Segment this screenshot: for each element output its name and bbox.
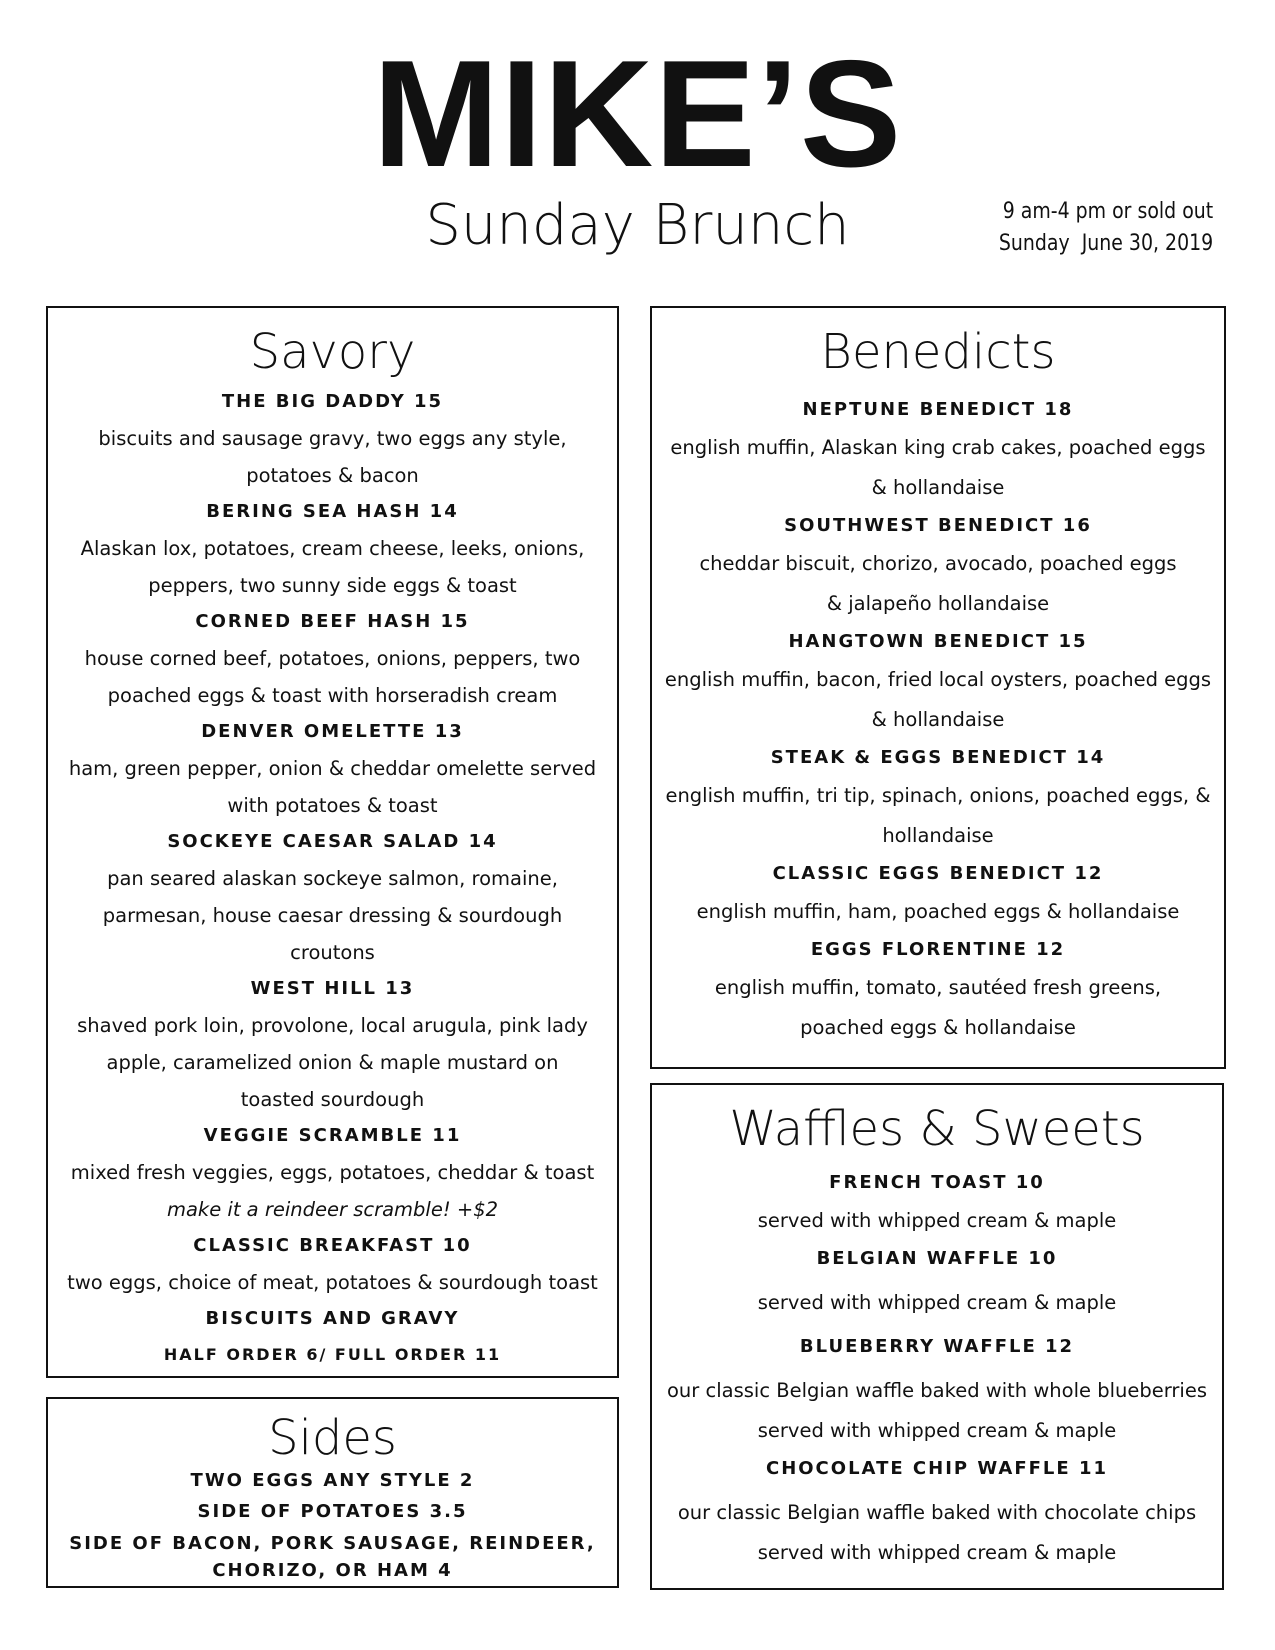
hours-block xyxy=(999,196,1213,260)
side-item: TWO EGGS ANY STYLE 2 xyxy=(190,1470,475,1491)
menu-item-name: BELGIAN WAFFLE 10 xyxy=(816,1248,1058,1269)
menu-item-description: Alaskan lox, potatoes, cream cheese, leeks, onions, peppers, two sunny side eggs & toast xyxy=(80,537,585,597)
menu-item-description: english muffin, tomato, sautéed fresh greens, poached eggs & hollandaise xyxy=(714,976,1162,1039)
menu-item-name: CLASSIC BREAKFAST 10 xyxy=(193,1235,472,1256)
side-item: SIDE OF POTATOES 3.5 xyxy=(197,1501,468,1522)
menu-item-description: english muffin, Alaskan king crab cakes, poached eggs & hollandaise xyxy=(670,436,1206,499)
menu-item-name: NEPTUNE BENEDICT 18 xyxy=(802,399,1074,420)
menu-item-name: HANGTOWN BENEDICT 15 xyxy=(788,631,1088,652)
waffles-heading: Waffles & Sweets xyxy=(729,1101,1145,1157)
menu-item-description: served with whipped cream & maple xyxy=(757,1541,1117,1564)
savory-heading: Savory xyxy=(249,324,416,380)
menu-item-description: our classic Belgian waffle baked with whole blueberries xyxy=(666,1379,1207,1402)
menu-item-description: served with whipped cream & maple xyxy=(757,1209,1117,1232)
restaurant-title: MIKE’S xyxy=(372,29,903,199)
menu-item-name: CHOCOLATE CHIP WAFFLE 11 xyxy=(765,1458,1108,1479)
menu-item-name: CORNED BEEF HASH 15 xyxy=(195,611,470,632)
hours-text: 9 am-4 pm or sold out xyxy=(1002,199,1213,224)
menu-item-name: CLASSIC EGGS BENEDICT 12 xyxy=(772,863,1104,884)
menu-item-description: english muffin, ham, poached eggs & hollandaise xyxy=(696,900,1180,923)
side-item: SIDE OF BACON, PORK SAUSAGE, REINDEER, xyxy=(69,1533,596,1554)
sides-section xyxy=(46,1397,619,1588)
menu-item-description: ham, green pepper, onion & cheddar omelette served with potatoes & toast xyxy=(68,757,597,817)
menu-item-name: BLUEBERRY WAFFLE 12 xyxy=(799,1336,1075,1357)
menu-item-name: SOUTHWEST BENEDICT 16 xyxy=(784,515,1092,536)
menu-item-name: VEGGIE SCRAMBLE 11 xyxy=(203,1125,462,1146)
menu-item-description: mixed fresh veggies, eggs, potatoes, cheddar & toast xyxy=(70,1161,595,1184)
menu-item-description: shaved pork loin, provolone, local arugula, pink lady apple, caramelized onion & maple mustard on toasted sourdough xyxy=(77,1014,588,1111)
savory-section xyxy=(46,306,619,1378)
benedicts-section xyxy=(650,306,1226,1069)
menu-subtitle: Sunday Brunch xyxy=(425,193,850,258)
menu-item-name: DENVER OMELETTE 13 xyxy=(201,721,464,742)
menu-item-name: BISCUITS AND GRAVY xyxy=(205,1308,460,1329)
menu-item-name: BERING SEA HASH 14 xyxy=(206,501,459,522)
menu-item-description: cheddar biscuit, chorizo, avocado, poached eggs & jalapeño hollandaise xyxy=(699,552,1177,615)
menu-item-description: served with whipped cream & maple xyxy=(757,1291,1117,1314)
menu-item-name: EGGS FLORENTINE 12 xyxy=(810,939,1066,960)
sides-heading: Sides xyxy=(268,1410,397,1466)
menu-item-description: HALF ORDER 6/ FULL ORDER 11 xyxy=(163,1345,502,1364)
date-text: Sunday June 30, 2019 xyxy=(998,231,1213,256)
menu-item-description: served with whipped cream & maple xyxy=(757,1419,1117,1442)
menu-item-description: biscuits and sausage gravy, two eggs any style, potatoes & bacon xyxy=(98,427,567,487)
menu-item-description: house corned beef, potatoes, onions, peppers, two poached eggs & toast with horseradish cream xyxy=(84,647,581,707)
menu-item-name: STEAK & EGGS BENEDICT 14 xyxy=(770,747,1106,768)
side-item: CHORIZO, OR HAM 4 xyxy=(212,1560,453,1581)
waffles-section xyxy=(650,1083,1224,1590)
benedicts-heading: Benedicts xyxy=(820,324,1056,380)
menu-item-description: our classic Belgian waffle baked with chocolate chips xyxy=(677,1501,1197,1524)
menu-item-name: THE BIG DADDY 15 xyxy=(221,391,444,412)
menu-item-name: FRENCH TOAST 10 xyxy=(829,1172,1045,1193)
menu-item-description: two eggs, choice of meat, potatoes & sourdough toast xyxy=(67,1271,598,1294)
menu-item-note: make it a reindeer scramble! +$2 xyxy=(166,1198,499,1221)
menu-item-name: SOCKEYE CAESAR SALAD 14 xyxy=(167,831,498,852)
menu-item-name: WEST HILL 13 xyxy=(250,978,415,999)
menu-item-description: english muffin, tri tip, spinach, onions, poached eggs, & hollandaise xyxy=(665,784,1211,847)
menu-item-description: pan seared alaskan sockeye salmon, romaine, parmesan, house caesar dressing & sourdough croutons xyxy=(102,867,563,964)
menu-item-description: english muffin, bacon, fried local oysters, poached eggs & hollandaise xyxy=(664,668,1212,731)
